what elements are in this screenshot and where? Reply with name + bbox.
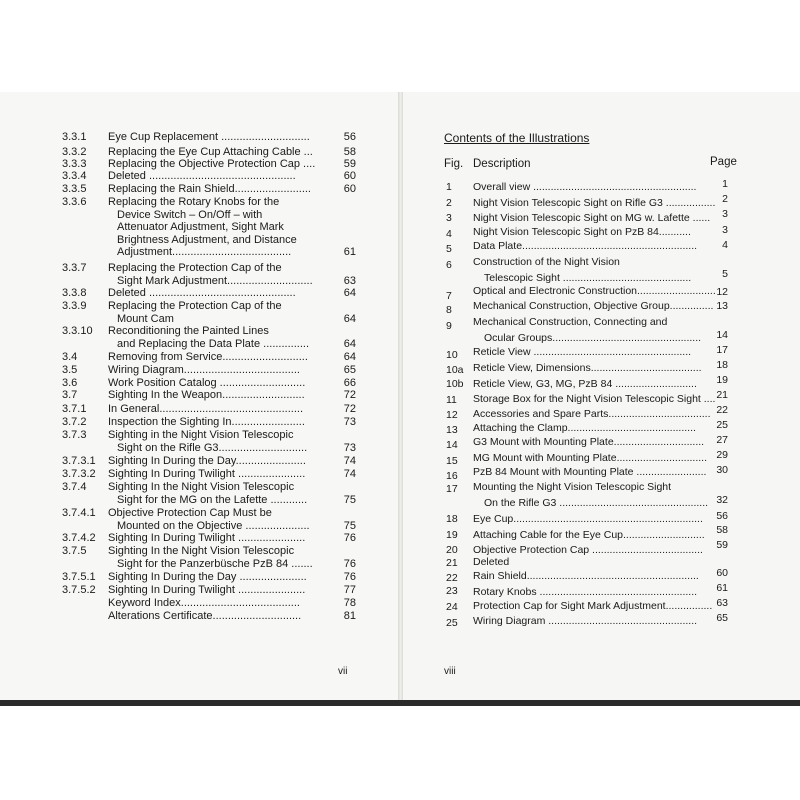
figure-number: 15 <box>446 455 458 467</box>
figure-page: 5 <box>722 268 728 280</box>
entry-page: 72 <box>343 403 356 415</box>
figure-text: Mechanical Construction, Objective Group............... <box>473 300 714 312</box>
entry-number: 3.3.6 <box>62 196 87 208</box>
entry-text: Sight on the Rifle G3............................. <box>117 441 308 454</box>
entry-text: Device Switch – On/Off – with <box>117 208 263 221</box>
figure-page: 13 <box>716 300 728 312</box>
figure-page: 2 <box>722 193 728 205</box>
entry-text: In General............................................... <box>108 403 304 415</box>
figure-number: 9 <box>446 320 452 332</box>
entry-page: 56 <box>343 131 356 143</box>
illustrations-title: Contents of the Illustrations <box>444 131 590 145</box>
entry-text: Work Position Catalog ............................ <box>108 377 306 389</box>
figure-page: 58 <box>716 524 728 536</box>
figure-page: 4 <box>722 239 728 251</box>
entry-number: 3.7.5.2 <box>62 584 96 596</box>
entry-page: 76 <box>343 557 356 570</box>
entry-number: 3.7.1 <box>62 403 87 415</box>
entry-page: 77 <box>343 584 356 596</box>
figure-page: 21 <box>716 389 728 401</box>
figure-number: 22 <box>446 572 458 584</box>
figure-page: 3 <box>722 224 728 236</box>
figure-number: 19 <box>446 529 458 541</box>
entry-text: Sighting In During the Day....................... <box>108 455 306 467</box>
entry-number: 3.7.3 <box>62 429 87 441</box>
figure-page: 29 <box>716 449 728 461</box>
figure-page: 25 <box>716 419 728 431</box>
figure-text: Objective Protection Cap ...................................... <box>473 544 703 556</box>
figure-page: 27 <box>716 434 728 446</box>
entry-page: 76 <box>343 571 356 583</box>
entry-text: Sight for the Panzerbüsche PzB 84 ....... <box>117 557 313 570</box>
entry-text: Removing from Service............................ <box>108 351 308 363</box>
figure-text: Overall view ........................................................ <box>473 181 697 193</box>
figure-text: Protection Cap for Sight Mark Adjustment................ <box>473 600 713 612</box>
folio-right: viii <box>444 666 456 677</box>
entry-number: 3.3.10 <box>62 325 93 337</box>
figure-text: Mounting the Night Vision Telescopic Sight <box>473 481 672 493</box>
figure-text: Mechanical Construction, Connecting and <box>473 316 668 328</box>
entry-number: 3.3.4 <box>62 170 87 182</box>
entry-page: 74 <box>343 455 356 467</box>
entry-text: Objective Protection Cap Must be <box>108 507 272 519</box>
figure-number: 23 <box>446 585 458 597</box>
figure-text: Attaching Cable for the Eye Cup............................ <box>473 529 705 541</box>
figure-page: 56 <box>716 510 728 522</box>
entry-page: 75 <box>343 519 356 532</box>
entry-number: 3.7.3.1 <box>62 455 96 467</box>
figure-text: Reticle View, G3, MG, PzB 84 ............................ <box>473 378 697 390</box>
figure-text: Rain Shield........................................................... <box>473 570 699 582</box>
entry-text: Keyword Index....................................... <box>108 597 300 609</box>
figure-text: Ocular Groups................................................... <box>484 332 702 344</box>
figure-number: 10b <box>446 378 464 390</box>
entry-number: 3.7 <box>62 389 78 401</box>
entry-number: 3.3.2 <box>62 146 87 158</box>
figure-page: 1 <box>722 178 728 190</box>
entry-number: 3.7.2 <box>62 416 87 428</box>
entry-page: 73 <box>343 416 356 428</box>
figure-number: 20 <box>446 544 458 556</box>
entry-text: Sighting in the Night Vision Telescopic <box>108 429 294 441</box>
entry-page: 64 <box>343 287 356 299</box>
figure-text: Eye Cup................................................................. <box>473 513 703 525</box>
figure-text: Night Vision Telescopic Sight on MG w. Lafette ...... <box>473 212 711 224</box>
entry-text: Sight Mark Adjustment............................ <box>117 274 313 287</box>
figure-text: Attaching the Clamp............................................ <box>473 422 696 434</box>
entry-text: Sighting In During Twilight ...................... <box>108 468 306 480</box>
entry-text: Reconditioning the Painted Lines <box>108 325 269 337</box>
entry-page: 74 <box>343 468 356 480</box>
entry-page: 81 <box>343 610 356 622</box>
figure-number: 5 <box>446 243 452 255</box>
figure-page: 60 <box>716 567 728 579</box>
entry-text: Deleted ................................................ <box>108 170 296 182</box>
entry-text: Attenuator Adjustment, Sight Mark <box>117 221 284 234</box>
entry-page: 76 <box>343 532 356 544</box>
entry-number: 3.7.5 <box>62 545 87 557</box>
entry-text: Mounted on the Objective ..................... <box>117 519 310 532</box>
entry-number: 3.3.1 <box>62 131 87 143</box>
figure-text: Construction of the Night Vision <box>473 256 620 268</box>
entry-number: 3.7.4 <box>62 481 87 493</box>
entry-text: Sighting In the Night Vision Telescopic <box>108 481 295 493</box>
entry-text: Mount Cam <box>117 312 174 325</box>
figure-page: 12 <box>716 286 728 298</box>
figure-text: Reticle View, Dimensions...................................... <box>473 362 702 374</box>
figure-number: 21 <box>446 557 458 569</box>
figure-number: 1 <box>446 181 452 193</box>
entry-text: Eye Cup Replacement ............................. <box>108 131 310 143</box>
entry-text: Adjustment....................................... <box>117 246 292 259</box>
figure-text: Wiring Diagram ................................................... <box>473 615 698 627</box>
entry-page: 65 <box>343 364 356 376</box>
figure-text: MG Mount with Mounting Plate............................... <box>473 452 707 464</box>
figure-page: 30 <box>716 464 728 476</box>
entry-page: 59 <box>343 158 356 170</box>
entry-text: Sight for the MG on the Lafette ............ <box>117 493 308 506</box>
figure-number: 14 <box>446 439 458 451</box>
figure-number: 10 <box>446 349 458 361</box>
entry-number: 3.7.5.1 <box>62 571 96 583</box>
figure-number: 13 <box>446 424 458 436</box>
entry-page: 64 <box>343 337 356 350</box>
figure-page: 32 <box>716 494 728 506</box>
entry-text: Wiring Diagram...................................... <box>108 364 300 376</box>
figure-number: 12 <box>446 409 458 421</box>
entry-text: Replacing the Eye Cup Attaching Cable ... <box>108 146 313 158</box>
figure-page: 63 <box>716 597 728 609</box>
figure-number: 17 <box>446 483 458 495</box>
figure-number: 8 <box>446 304 452 316</box>
figure-text: Deleted <box>473 556 510 568</box>
figure-text: PzB 84 Mount with Mounting Plate ........................ <box>473 466 707 478</box>
figure-text: Night Vision Telescopic Sight on PzB 84........... <box>473 226 691 238</box>
entry-text: Sighting In During Twilight ...................... <box>108 532 306 544</box>
entry-text: Deleted ................................................ <box>108 287 296 299</box>
figure-number: 10a <box>446 364 464 376</box>
entry-text: Inspection the Sighting In........................ <box>108 416 305 428</box>
entry-number: 3.3.5 <box>62 183 87 195</box>
folio-left: vii <box>338 666 348 677</box>
entry-page: 75 <box>343 493 356 506</box>
figure-page: 22 <box>716 404 728 416</box>
entry-page: 60 <box>343 170 356 182</box>
entry-text: Brightness Adjustment, and Distance <box>117 233 297 246</box>
figure-text: Reticle View ...................................................... <box>473 346 692 358</box>
entry-page: 64 <box>343 312 356 325</box>
entry-number: 3.3.7 <box>62 262 87 274</box>
entry-text: Replacing the Rain Shield......................... <box>108 183 311 195</box>
entry-page: 66 <box>343 377 356 389</box>
figure-number: 18 <box>446 513 458 525</box>
entry-text: Sighting In During the Day ...................... <box>108 571 307 583</box>
entry-number: 3.7.3.2 <box>62 468 96 480</box>
header-page: Page <box>710 156 737 168</box>
header-description: Description <box>473 158 531 170</box>
figure-page: 59 <box>716 539 728 551</box>
figure-number: 25 <box>446 617 458 629</box>
figure-text: On the Rifle G3 ................................................... <box>484 497 709 509</box>
figure-page: 17 <box>716 344 728 356</box>
figure-number: 2 <box>446 197 452 209</box>
entry-text: Sighting In During Twilight ...................... <box>108 584 306 596</box>
figure-text: Optical and Electronic Construction........................... <box>473 285 716 297</box>
figure-text: Storage Box for the Night Vision Telescopic Sight .... <box>473 393 716 405</box>
figure-number: 3 <box>446 212 452 224</box>
entry-number: 3.5 <box>62 364 78 376</box>
figure-text: Accessories and Spare Parts................................... <box>473 408 711 420</box>
figure-page: 19 <box>716 374 728 386</box>
entry-page: 60 <box>343 183 356 195</box>
figure-number: 16 <box>446 470 458 482</box>
header-fig: Fig. <box>444 158 464 170</box>
entry-text: Alterations Certificate............................. <box>108 610 302 622</box>
figure-text: Telescopic Sight ............................................ <box>484 272 692 284</box>
entry-text: and Replacing the Data Plate ............... <box>117 337 309 350</box>
figure-number: 24 <box>446 601 458 613</box>
entry-text: Replacing the Rotary Knobs for the <box>108 196 280 208</box>
figure-page: 61 <box>716 582 728 594</box>
figure-number: 4 <box>446 228 452 240</box>
entry-page: 61 <box>343 246 356 259</box>
figure-text: G3 Mount with Mounting Plate............................... <box>473 436 705 448</box>
figure-text: Rotary Knobs ...................................................... <box>473 586 698 598</box>
figure-number: 6 <box>446 259 452 271</box>
entry-number: 3.7.4.2 <box>62 532 96 544</box>
entry-text: Sighting In the Weapon........................... <box>108 389 305 401</box>
entry-number: 3.4 <box>62 351 78 363</box>
entry-text: Replacing the Objective Protection Cap .... <box>108 158 316 170</box>
page-bottom-edge <box>0 700 800 706</box>
entry-page: 72 <box>343 389 356 401</box>
figure-page: 18 <box>716 359 728 371</box>
figure-number: 11 <box>446 394 457 406</box>
entry-page: 78 <box>343 597 356 609</box>
figure-page: 65 <box>716 612 728 624</box>
entry-number: 3.3.8 <box>62 287 87 299</box>
entry-text: Sighting In the Night Vision Telescopic <box>108 545 295 557</box>
entry-page: 58 <box>343 146 356 158</box>
figure-number: 7 <box>446 290 452 302</box>
figure-page: 14 <box>716 329 728 341</box>
entry-page: 63 <box>343 274 356 287</box>
figure-text: Data Plate............................................................ <box>473 240 698 252</box>
figure-page: 3 <box>722 208 728 220</box>
entry-text: Replacing the Protection Cap of the <box>108 262 282 274</box>
entry-page: 64 <box>343 351 356 363</box>
entry-number: 3.6 <box>62 377 78 389</box>
entry-number: 3.3.9 <box>62 300 87 312</box>
figure-text: Night Vision Telescopic Sight on Rifle G3 ................. <box>473 197 716 209</box>
entry-text: Replacing the Protection Cap of the <box>108 300 282 312</box>
entry-page: 73 <box>343 441 356 454</box>
entry-number: 3.7.4.1 <box>62 507 96 519</box>
entry-number: 3.3.3 <box>62 158 87 170</box>
